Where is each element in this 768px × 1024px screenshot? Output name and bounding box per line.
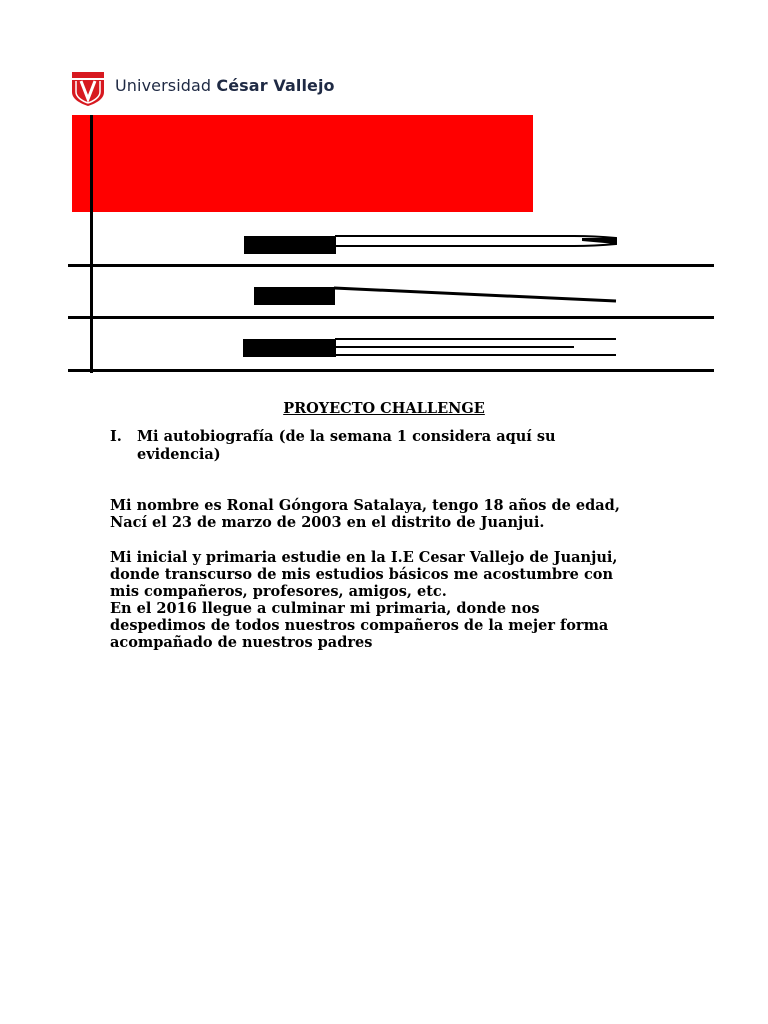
red-banner	[72, 115, 533, 212]
brand-regular: Universidad	[115, 76, 217, 95]
paragraph-line: mis compañeros, profesores, amigos, etc.	[110, 583, 447, 600]
paragraph-line: despedimos de todos nuestros compañeros de la mejer forma	[110, 617, 609, 634]
ucv-shield-icon	[72, 72, 104, 106]
form-row-divider-1	[68, 264, 714, 267]
form-row-divider-2	[68, 316, 714, 319]
form-row-divider-3	[68, 369, 714, 372]
redacted-value-shape-1	[334, 233, 618, 249]
university-name	[115, 76, 335, 95]
form-vertical-rule	[90, 115, 93, 373]
document-title: PROYECTO CHALLENGE	[283, 400, 485, 417]
redacted-label-2	[254, 287, 335, 305]
paragraph-2	[110, 549, 670, 651]
redacted-value-shape-3	[334, 336, 620, 360]
brand-bold: César Vallejo	[216, 76, 335, 95]
university-logo	[72, 72, 335, 108]
paragraph-line: acompañado de nuestros padres	[110, 634, 373, 651]
redacted-label-1	[244, 236, 336, 254]
paragraph-line: Nací el 23 de marzo de 2003 en el distrito de Juanjui.	[110, 514, 545, 531]
section-number: I.	[110, 428, 122, 445]
paragraph-line: donde transcurso de mis estudios básicos me acostumbre con	[110, 566, 613, 583]
paragraph-line: Mi inicial y primaria estudie en la I.E Cesar Vallejo de Juanjui,	[110, 549, 618, 566]
redacted-value-shape-2	[333, 284, 619, 306]
section-heading-text: Mi autobiografía (de la semana 1 considera aquí su evidencia)	[137, 428, 556, 463]
paragraph-1	[110, 497, 670, 531]
paragraph-line: Mi nombre es Ronal Góngora Satalaya, tengo 18 años de edad,	[110, 497, 620, 514]
paragraph-line: En el 2016 llegue a culminar mi primaria, donde nos	[110, 600, 540, 617]
redacted-label-3	[243, 339, 336, 357]
